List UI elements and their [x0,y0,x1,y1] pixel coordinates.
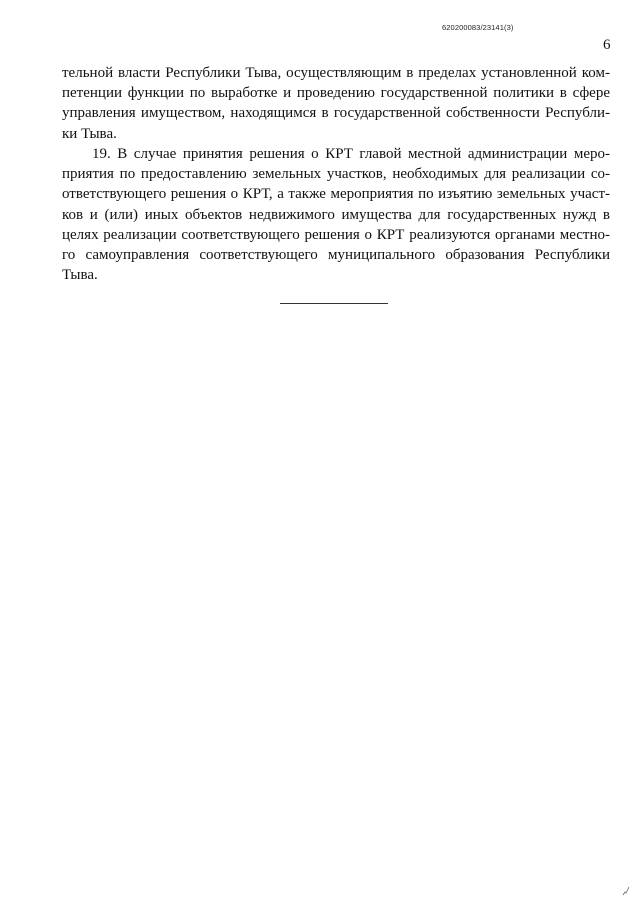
document-code: 620200083/23141(3) [442,23,514,32]
text-line: целях реализации соответствующего решения о КРТ реализуются органами местно- [62,226,610,243]
text-line: 19. В случае принятия решения о КРТ главой местной администрации меро- [92,146,610,162]
paragraph-continuation [62,63,610,144]
text-line: ответствующего решения о КРТ, а также мероприятия по изъятию земельных участ- [62,186,610,203]
text-line: ки Тыва. [62,125,117,142]
end-separator-line [280,303,388,304]
text-line: ков и (или) иных объектов недвижимого имущества для государственных нужд в [62,206,610,223]
text-line: тельной власти Республики Тыва, осуществляющим в пределах установленной ком- [62,65,610,81]
text-line: го самоуправления соответствующего муниципального образования Республики [62,247,610,264]
text-line: петенции функции по выработке и проведению государственной политики в сфере [62,85,610,102]
paragraph-item-19 [62,144,610,285]
text-line: приятия по предоставлению земельных участков, необходимых для реализации со- [62,166,610,183]
text-line: Тыва. [62,267,98,284]
text-line: управления имуществом, находящимся в государственной собственности Республи- [62,105,610,122]
page-number: 6 [603,37,611,53]
corner-scan-mark [622,886,630,896]
